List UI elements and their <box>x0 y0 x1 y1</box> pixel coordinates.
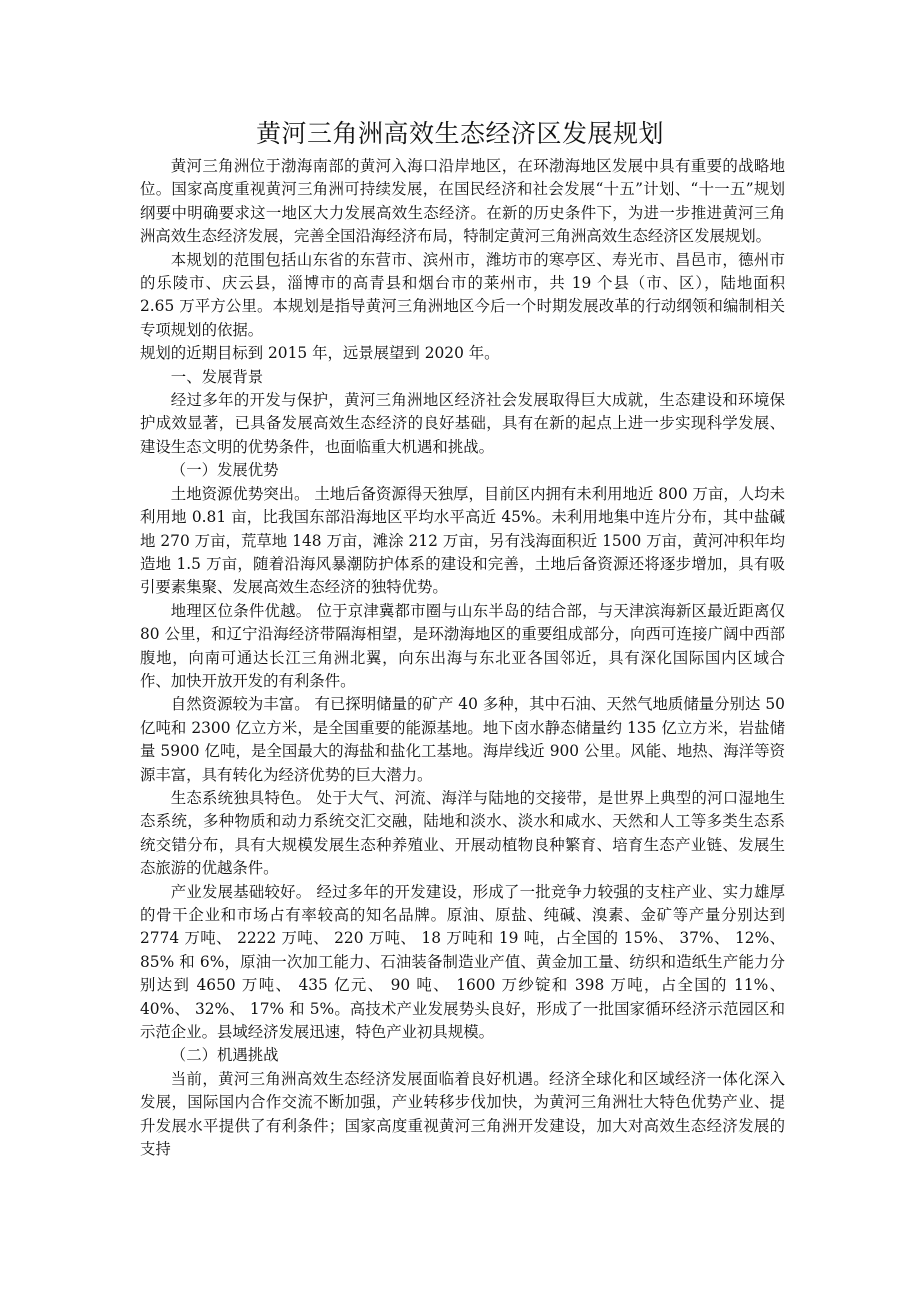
advantage-text: 处于大气、河流、海洋与陆地的交接带，是世界上典型的河口湿地生态系统，多种物质和动力系统交汇交融，陆地和淡水、淡水和咸水、天然和人工等多类生态系统交错分布，具有大规模发展生态种养殖业、开展动植物良种繁育、培育生态产业链、发展生态旅游的优越条件。 <box>140 788 785 878</box>
advantage-lead: 自然资源较为丰富。 <box>170 695 310 714</box>
advantage-lead: 产业发展基础较好。 <box>170 882 312 901</box>
advantage-lead: 地理区位条件优越。 <box>170 601 312 620</box>
advantage-text: 有已探明储量的矿产 40 多种，其中石油、天然气地质储量分别达 50 亿吨和 2300 亿立方米，是全国重要的能源基地。地下卤水静态储量约 135 亿立方米，岩盐储量 5900 亿吨，是全国最大的海盐和盐化工基地。海岸线近 900 公里。风能、地热、海洋等资源丰富，具有转化为经济优势的巨大潜力。 <box>140 695 785 784</box>
intro-paragraph-1: 黄河三角洲位于渤海南部的黄河入海口沿岸地区，在环渤海地区发展中具有重要的战略地位。国家高度重视黄河三角洲可持续发展，在国民经济和社会发展“十五”计划、“十一五”规划纲要中明确要求这一地区大力发展高效生态经济。在新的历史条件下，为进一步推进黄河三角洲高效生态经济发展，完善全国沿海经济布局，特制定黄河三角洲高效生态经济区发展规划。 <box>140 157 785 246</box>
opportunities-paragraph: 当前，黄河三角洲高效生态经济发展面临着良好机遇。经济全球化和区域经济一体化深入发展，国际国内合作交流不断加强，产业转移步伐加快，为黄河三角洲壮大特色优势产业、提升发展水平提供了有利条件；国家高度重视黄河三角洲开发建设，加大对高效生态经济发展的支持 <box>140 1069 785 1159</box>
section-intro-paragraph: 经过多年的开发与保护，黄河三角洲地区经济社会发展取得巨大成就，生态建设和环境保护成效显著，已具备发展高效生态经济的良好基础，具有在新的起点上进一步实现科学发展、建设生态文明的优势条件，也面临重大机遇和挑战。 <box>140 391 785 456</box>
advantage-lead: 生态系统独具特色。 <box>170 788 312 807</box>
subsection-heading-advantages: （一）发展优势 <box>170 461 279 480</box>
advantage-paragraph <box>140 693 785 787</box>
advantage-text: 土地后备资源得天独厚，目前区内拥有未利用地近 800 万亩，人均未利用地 0.81 亩，比我国东部沿海地区平均水平高近 45%。未利用地集中连片分布，其中盐碱地 270 万亩，荒草地 148 万亩，滩涂 212 万亩，另有浅海面积近 1500 万亩，黄河冲积年均造地 1.5 万亩，随着沿海风暴潮防护体系的建设和完善，土地后备资源还将逐步增加，具有吸引要素集聚、发展高效生态经济的独特优势。 <box>140 484 785 597</box>
advantage-paragraph <box>140 881 785 1045</box>
document-body <box>140 155 785 1161</box>
advantage-paragraph <box>140 600 785 694</box>
advantage-text: 位于京津冀都市圈与山东半岛的结合部，与天津滨海新区最近距离仅 80 公里，和辽宁沿海经济带隔海相望，是环渤海地区的重要组成部分，向西可连接广阔中西部腹地，向南可通达长江三角洲北翼，向东出海与东北亚各国邻近，具有深化国际国内区域合作、加快开放开发的有利条件。 <box>140 601 785 690</box>
section-heading-background: 一、发展背景 <box>170 367 264 386</box>
advantage-lead: 土地资源优势突出。 <box>170 484 310 503</box>
advantage-paragraph <box>140 787 785 881</box>
subsection-heading-opportunities: （二）机遇挑战 <box>170 1046 279 1065</box>
intro-paragraph-2: 本规划的范围包括山东省的东营市、滨州市，潍坊市的寒亭区、寿光市、昌邑市，德州市的乐陵市、庆云县，淄博市的高青县和烟台市的莱州市，共 19 个县（市、区），陆地面积 2.65 万平方公里。本规划是指导黄河三角洲地区今后一个时期发展改革的行动纲领和编制相关专项规划的依据。 <box>140 250 785 339</box>
document-title: 黄河三角洲高效生态经济区发展规划 <box>255 119 664 148</box>
advantage-paragraph <box>140 483 785 600</box>
advantage-text: 经过多年的开发建设，形成了一批竞争力较强的支柱产业、实力雄厚的骨干企业和市场占有率较高的知名品牌。原油、原盐、纯碱、溴素、金矿等产量分别达到 2774 万吨、 2222 万吨、 220 万吨、 18 万吨和 19 吨，占全国的 15%、 37%、 12%、 85% 和 6%，原油一次加工能力、石油装备制造业产值、黄金加工量、纺织和造纸生产能力分别达到 4650 万吨、 435 亿元、 90 吨、 1600 万纱锭和 398 万吨，占全国的 11%、 40%、 32%、 17% 和 5%。高技术产业发展势头良好，形成了一批国家循环经济示范园区和示范企业。县域经济发展迅速，特色产业初具规模。 <box>140 882 785 1042</box>
planning-period: 规划的近期目标到 2015 年，远景展望到 2020 年。 <box>140 344 500 363</box>
